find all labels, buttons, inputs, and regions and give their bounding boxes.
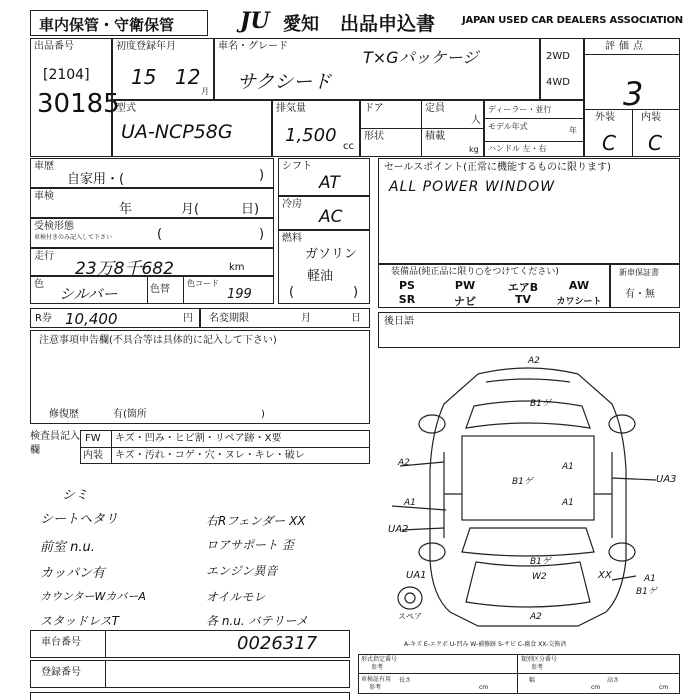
lot-label: 出品番号 [34,41,74,52]
mark-front-bumper: A2 [528,356,540,366]
note-front-room: 前室 n.u. [40,540,95,555]
drive-4wd: 4WD [546,77,570,88]
dealer-label: ディーラー・並行 [488,105,552,114]
mark-right-door: UA3 [656,474,677,485]
model-year-unit: 年 [569,126,577,135]
fuel-label: 燃料 [282,233,302,244]
inspector-row1-label: FW [85,433,101,444]
equip-leather: カワシート [556,297,602,307]
equip-ps: PS [399,279,415,292]
wheel-rear-left [419,543,445,561]
car-name-label: 車名・グレード [218,41,288,52]
form-class-label: 類別区分番号 [521,656,558,663]
form-length-unit: cm [479,684,489,691]
mark-rear-bumper: A2 [530,612,542,622]
recycle-unit: 円 [183,313,193,324]
recipient-note: 車検付きのみ記入して下さい [34,234,113,241]
repair-close: ) [261,409,265,420]
note-kappan: カッパン有 [40,566,105,581]
fuel-gasoline: ガソリン [305,247,358,262]
shape-label: 形状 [364,131,384,142]
door-label: ドア [364,103,384,114]
registration-label: 初度登録年月 [116,41,176,52]
mark-left-rear-fender: UA1 [406,570,427,581]
mark-left-rear-door: UA2 [388,524,409,535]
inspection-label: 車検 [34,191,54,202]
body-outline [430,368,626,626]
displacement-value: 1,500 [285,125,337,146]
english-title: JAPAN USED CAR DEALERS ASSOCIATION [462,15,683,26]
name-change-label: 名変期限 [209,313,249,324]
inspection-year-unit: 年 [119,202,133,217]
recipient-open: ( [157,227,163,242]
color-value: シルバー [59,285,118,303]
capacity-unit: 人 [471,115,481,126]
note-seat-wear: シートヘタリ [40,512,119,527]
note-rear-fender: 右Rフェンダー XX [206,514,306,528]
capacity-label: 定員 [425,103,445,114]
mark-right-rear-fender: XX [598,570,612,581]
inspector-row1: キズ・凹み・ヒビ割・リペア跡・X要 [115,433,282,444]
note-battery: 各 n.u. バテリーメ [206,614,308,628]
chassis-value: 0026317 [237,633,318,654]
grade-score: 3 [623,75,644,113]
form-title: 出品申込書 [340,13,436,35]
car-grade: T×Gパッケージ [363,48,479,67]
equip-tv: TV [514,293,532,306]
inspection-month-unit: 月( [181,202,200,217]
name-change-day: 日 [351,313,361,324]
inspection-day-unit: 日) [241,202,260,217]
note-engine-noise: エンジン異音 [206,564,278,578]
equipment-label: 装備品(純正品に限り○をつけてください) [391,267,559,277]
registration-month-unit: 月 [201,87,209,96]
fuel-close: ) [353,285,359,300]
shift-label: シフト [282,161,312,172]
inspector-label: 検査員記入欄 [30,431,80,456]
sales-point-label: セールスポイント(正常に機能するものに限ります) [384,162,611,173]
remarks-label: 後日語 [384,316,414,327]
form-width-label: 幅 [529,677,536,684]
handle-label: ハンドル 左・右 [488,144,547,153]
note-studless: スタッドレスT [40,614,119,628]
grade-exterior-label: 外装 [595,112,615,123]
wheel-front-right [609,415,635,433]
form-length-label: 長さ [399,677,412,684]
note-stain: シミ [62,488,89,503]
mark-hood: B1ゲ [530,399,551,409]
ju-logo: JU [240,8,270,34]
tailgate [466,562,590,607]
mark-right-front: A1 [562,462,574,472]
form-class-ref: 参考 [531,664,544,671]
form-spec-ref: 参考 [371,664,384,671]
mark-roof: B1ゲ [512,477,533,487]
name-change-month: 月 [301,313,311,324]
mark-right-rear: A1 [562,498,574,508]
grade-label: 評価点 [605,41,647,52]
displacement-unit: cc [343,141,354,152]
form-cert-ref: 参考 [369,684,382,691]
fuel-open: ( [289,285,295,300]
grade-interior-label: 内装 [641,112,661,123]
aircon-value: AC [319,207,343,227]
equip-airbag: エアB [507,281,539,294]
color-code-label: 色コード [187,279,219,288]
mileage-label: 走行 [34,251,54,262]
mark-tailgate: W2 [532,572,547,582]
model-year-label: モデル年式 [488,122,528,131]
color-swap-label: 色替 [150,284,170,295]
spare-label: スペア [398,612,422,621]
form-height-label: 高さ [607,677,620,684]
car-name: サクシード [237,71,332,93]
shift-value: AT [319,173,340,193]
mark-rear-corner: A1 [644,574,656,584]
rear-glass [462,528,594,556]
equip-aw: AW [568,279,590,292]
grade-exterior: C [602,131,616,155]
form-cert-label: 車検証有用 [361,676,392,683]
windshield [466,401,590,428]
fuel-diesel: 軽油 [307,269,334,284]
inspector-row2: キズ・汚れ・コゲ・穴・ヌレ・キレ・破レ [115,450,305,461]
registration-month: 12 [175,65,201,89]
recycle-value: 10,400 [65,310,118,328]
plate-label: 登録番号 [41,667,81,678]
aircon-label: 冷房 [282,199,302,210]
repair-value: 有(箇所 [113,409,147,420]
org-name: 愛知 [283,14,319,35]
lot-number: 30185 [37,89,120,119]
mileage-unit: km [229,262,245,273]
mark-rear-corner-b: B1ゲ [636,587,657,597]
load-unit: kg [469,145,479,154]
history-close: ) [259,168,265,183]
mark-left-front-door: A1 [404,498,416,508]
load-label: 積載 [425,131,445,142]
drive-2wd: 2WD [546,51,570,62]
equip-sr: SR [398,293,416,306]
model-code: UA-NCP58G [121,121,233,143]
wheel-rear-right [609,543,635,561]
mileage-value: 23万8千682 [75,259,174,279]
mark-rear-glass: B1ゲ [530,557,551,567]
form-height-unit: cm [659,684,669,691]
front-bumper [486,379,570,382]
registration-year: 15 [131,65,157,89]
form-width-unit: cm [591,684,601,691]
repair-label: 修復歴 [49,409,79,420]
recycle-label: R券 [35,313,52,324]
grade-interior: C [648,131,662,155]
note-lower-support: ロアサポート 歪 [206,538,294,552]
equip-pw: PW [454,279,476,292]
warranty-value: 有・無 [625,289,655,300]
recipient-close: ) [259,227,265,242]
spare-tire-icon [398,587,422,609]
wheel-front-left [419,415,445,433]
recipient-label: 受検形態 [34,221,74,232]
history-label: 車歴 [34,161,54,172]
damage-legend: A-キズ E-エクボ U-凹み W-補修跡 S-サビ C-腐食 XX-交換済 [404,641,567,648]
note-counter-cover: カウンターWカバーA [40,590,146,603]
note-oil-leak: オイルモレ [206,590,266,604]
mark-left-fender: A2 [398,458,410,468]
displacement-label: 排気量 [276,103,306,114]
inspector-row2-label: 内装 [83,450,103,461]
model-label: 型式 [116,103,136,114]
lot-sub-code: [2104] [43,67,90,83]
color-label: 色 [34,279,44,290]
form-spec-label: 形式指定番号 [361,656,398,663]
storage-title: 車内保管・守衛保管 [39,16,175,34]
equip-navi: ナビ [454,295,476,308]
history-value: 自家用・( [67,172,125,187]
warranty-label: 新車保証書 [619,268,659,277]
color-code: 199 [227,287,252,302]
notes-label: 注意事項申告欄(不具合等は具体的に記入して下さい) [39,335,277,346]
sales-point-value: ALL POWER WINDOW [389,179,556,195]
chassis-label: 車台番号 [41,637,81,648]
